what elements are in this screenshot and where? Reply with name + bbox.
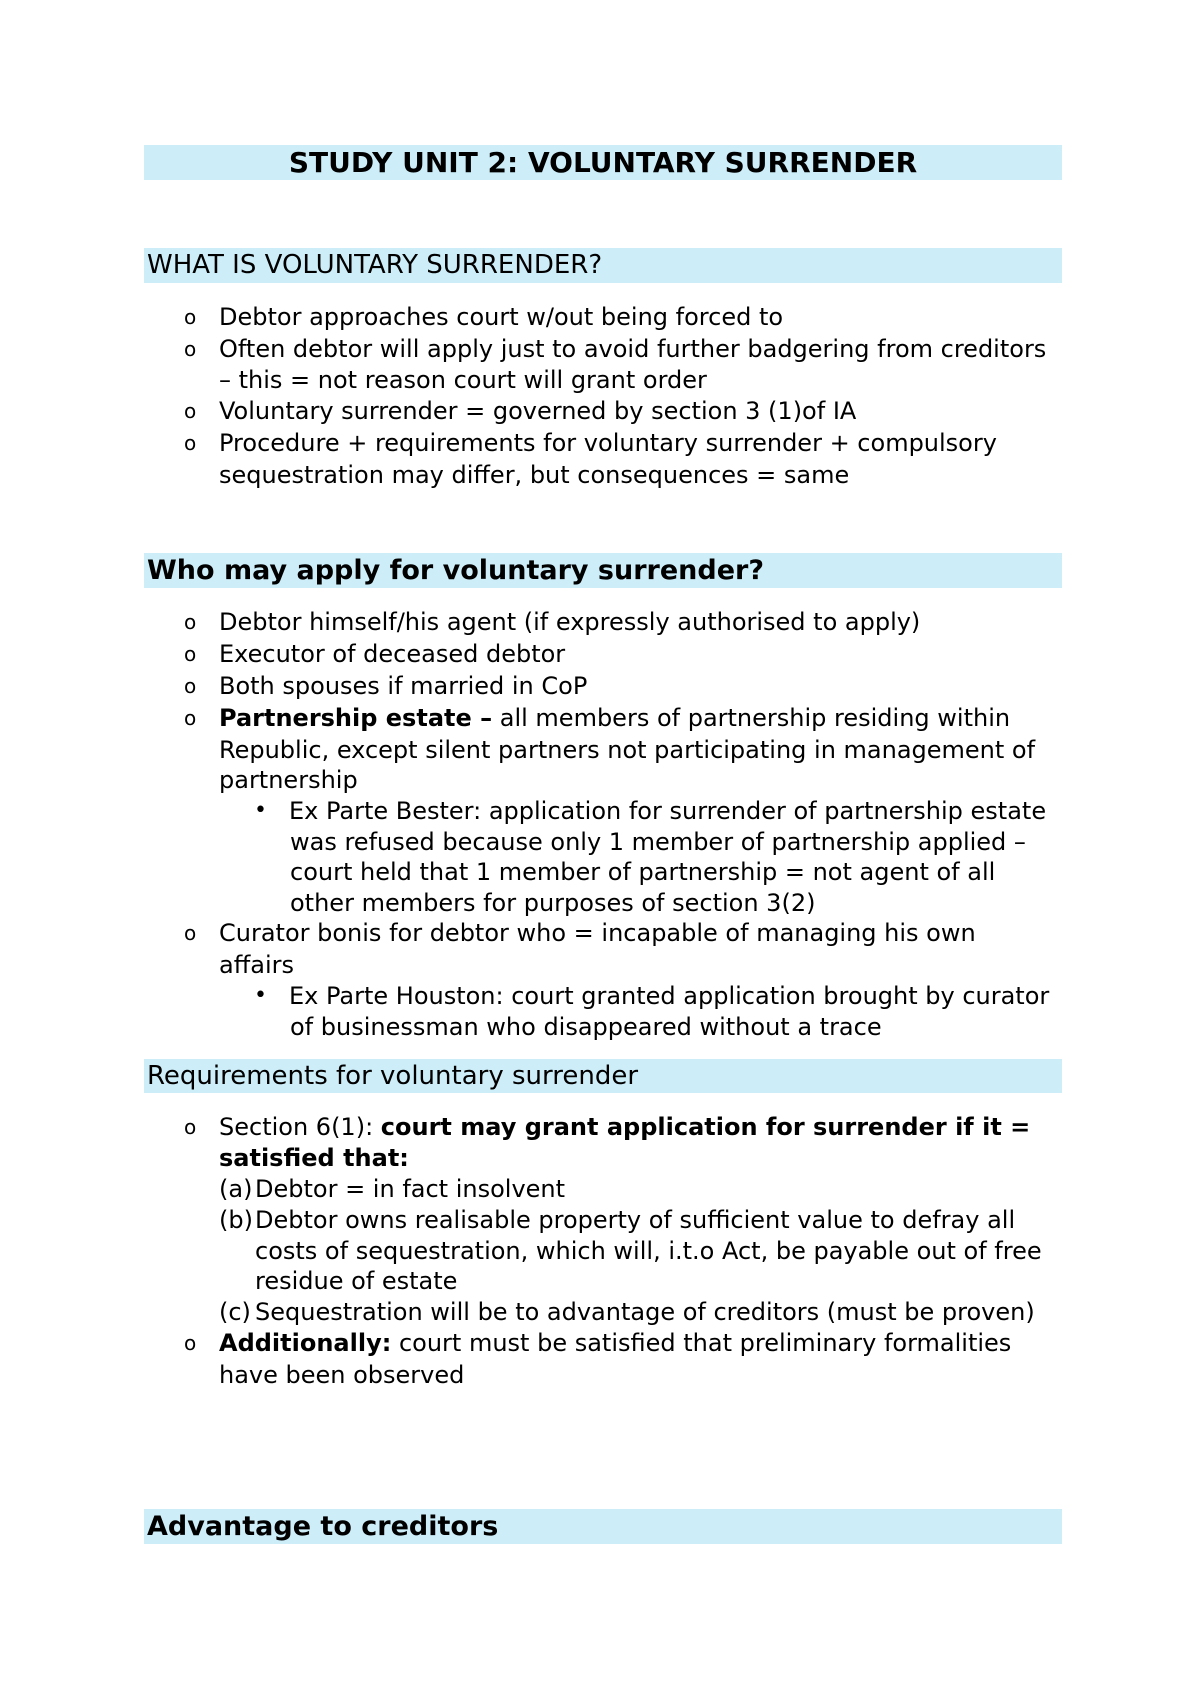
section-ref: Section 6(1): <box>219 1113 381 1141</box>
list-item-additionally <box>219 1328 1011 1358</box>
partnership-text: all members of partnership residing within <box>492 704 1011 732</box>
enum-text-continued: costs of sequestration, which will, i.t.o Act, be payable out of free <box>255 1237 1042 1265</box>
list-item-partnership <box>219 703 1010 733</box>
list-item: Executor of deceased debtor <box>219 640 566 668</box>
enum-label: (b) <box>219 1206 253 1234</box>
list-item-continued: affairs <box>219 951 294 979</box>
sub-list-item-continued: was refused because only 1 member of partnership applied – <box>290 828 1026 856</box>
sub-list-item: Ex Parte Houston: court granted application brought by curator <box>289 982 1050 1010</box>
sub-list-item: Ex Parte Bester: application for surrender of partnership estate <box>289 797 1047 825</box>
additionally-text: court must be satisfied that preliminary formalities <box>391 1329 1012 1357</box>
bullet-dot-icon: • <box>254 798 267 823</box>
section-heading-requirements: Requirements for voluntary surrender <box>144 1059 1062 1093</box>
bullet-icon: o <box>184 642 197 666</box>
enum-text: Debtor = in fact insolvent <box>255 1175 566 1203</box>
sub-list-item-continued: other members for purposes of section 3(2) <box>290 889 816 917</box>
list-item: Procedure + requirements for voluntary surrender + compulsory <box>219 429 997 457</box>
sub-list-item-continued: court held that 1 member of partnership = not agent of all <box>290 858 996 886</box>
bullet-icon: o <box>184 1331 197 1355</box>
sub-list-item-continued: of businessman who disappeared without a trace <box>290 1013 882 1041</box>
section-emphasis-continued: satisfied that: <box>219 1144 409 1172</box>
bullet-dot-icon: • <box>254 983 267 1008</box>
bullet-icon: o <box>184 431 197 455</box>
list-item-section-6 <box>219 1112 1030 1142</box>
enum-text: Debtor owns realisable property of sufficient value to defray all <box>255 1206 1016 1234</box>
section-heading-who-may-apply: Who may apply for voluntary surrender? <box>144 553 1062 588</box>
page-title: STUDY UNIT 2: VOLUNTARY SURRENDER <box>144 145 1062 180</box>
partnership-label: Partnership estate – <box>219 704 493 732</box>
list-item: Debtor himself/his agent (if expressly authorised to apply) <box>219 608 921 636</box>
list-item-continued: have been observed <box>219 1361 465 1389</box>
bullet-icon: o <box>184 337 197 361</box>
list-item-continued: partnership <box>219 766 358 794</box>
enum-text: Sequestration will be to advantage of creditors (must be proven) <box>255 1298 1035 1326</box>
section-heading-advantage: Advantage to creditors <box>144 1509 1062 1544</box>
list-item: Often debtor will apply just to avoid further badgering from creditors <box>219 335 1047 363</box>
list-item: Debtor approaches court w/out being forced to <box>219 303 784 331</box>
bullet-icon: o <box>184 674 197 698</box>
section-emphasis: court may grant application for surrender if it = <box>380 1113 1031 1141</box>
list-item: Voluntary surrender = governed by section 3 (1)of IA <box>219 397 857 425</box>
list-item-continued: Republic, except silent partners not participating in management of <box>219 736 1036 764</box>
bullet-icon: o <box>184 706 197 730</box>
enum-label: (a) <box>219 1175 253 1203</box>
enum-label: (c) <box>219 1298 251 1326</box>
additionally-label: Additionally: <box>219 1329 392 1357</box>
list-item-continued: sequestration may differ, but consequences = same <box>219 461 850 489</box>
bullet-icon: o <box>184 399 197 423</box>
enum-text-continued: residue of estate <box>255 1267 458 1295</box>
list-item-continued: – this = not reason court will grant order <box>219 366 707 394</box>
bullet-icon: o <box>184 921 197 945</box>
bullet-icon: o <box>184 610 197 634</box>
section-heading-what-is: WHAT IS VOLUNTARY SURRENDER? <box>144 248 1062 283</box>
list-item: Both spouses if married in CoP <box>219 672 588 700</box>
list-item: Curator bonis for debtor who = incapable of managing his own <box>219 919 976 947</box>
list-item-continued <box>219 1143 409 1173</box>
bullet-icon: o <box>184 305 197 329</box>
bullet-icon: o <box>184 1115 197 1139</box>
